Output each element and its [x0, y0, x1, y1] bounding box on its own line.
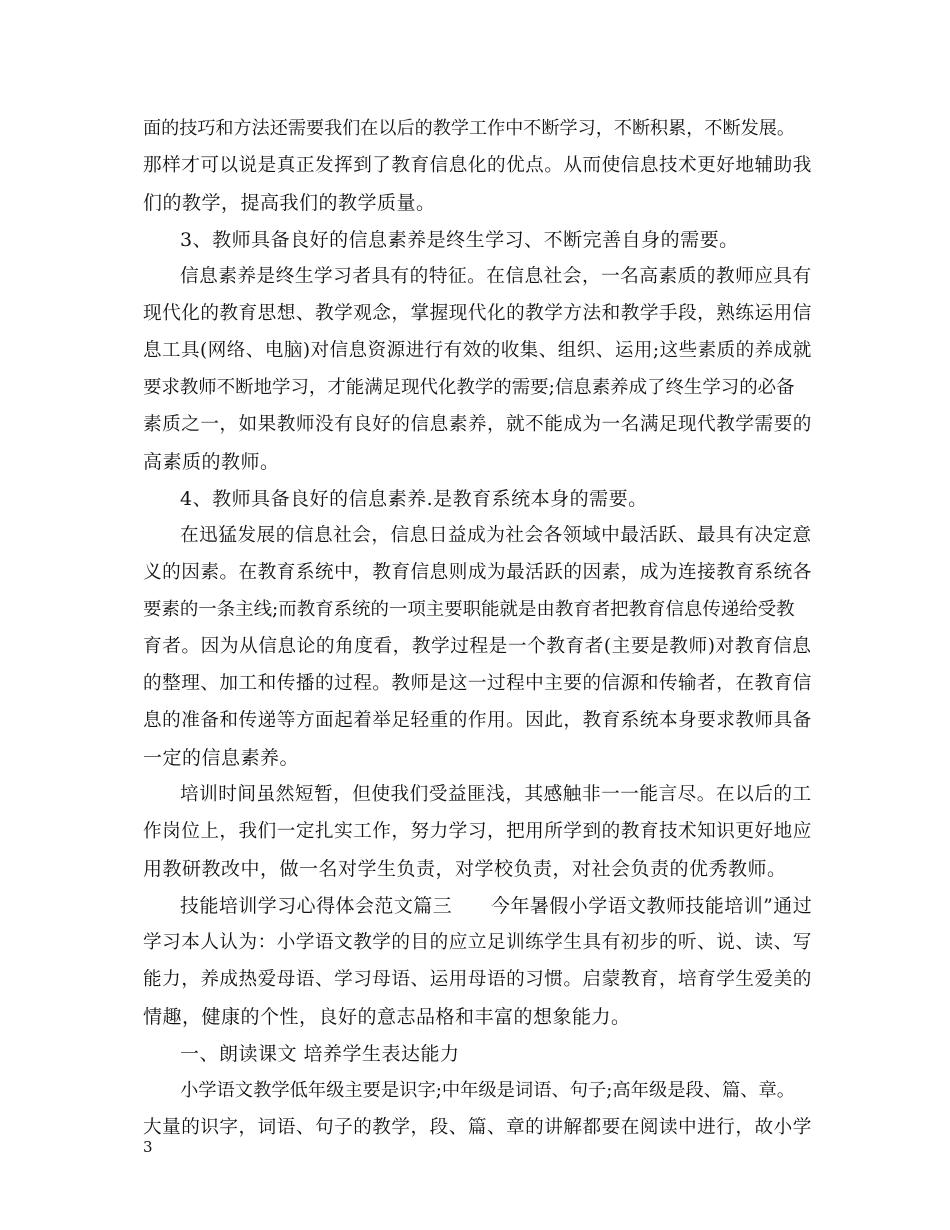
text-line: 小学语文教学低年级主要是识字;中年级是词语、句子;高年级是段、篇、章。	[180, 1080, 796, 1101]
text-line: 情趣，健康的个性，良好的意志品格和丰富的想象能力。	[143, 1006, 631, 1028]
text-line: 面的技巧和方法还需要我们在以后的教学工作中不断学习，不断积累，不断发展。	[143, 118, 795, 139]
text-line: 用教研教改中，做一名对学生负责，对学校负责，对社会负责的优秀教师。	[143, 858, 787, 880]
text-line: 息工具(网络、电脑)对信息资源进行有效的收集、组织、运用;这些素质的养成就	[143, 340, 812, 361]
text-line: 培训时间虽然短暂，但使我们受益匪浅，其感触非一一能言尽。在以后的工	[180, 784, 812, 805]
text-line: 要素的一条主线;而教育系统的一项主要职能就是由教育者把教育信息传递给受教	[143, 599, 795, 620]
text-line: 作岗位上，我们一定扎实工作，努力学习，把用所学到的教育技术知识更好地应	[143, 821, 812, 842]
text-line: 现代化的教育思想、教学观念，掌握现代化的教学方法和教学手段，熟练运用信	[143, 303, 812, 324]
text-line: 信息素养是终生学习者具有的特征。在信息社会，一名高素质的教师应具有	[180, 266, 812, 287]
text-line: 技能培训学习心得体会范文篇三 今年暑假小学语文教师技能培训”通过	[180, 895, 813, 917]
text-line: 高素质的教师。	[143, 451, 280, 473]
text-line: 素质之一，如果教师没有良好的信息素养，就不能成为一名满足现代教学需要的	[143, 414, 812, 435]
text-line: 育者。因为从信息论的角度看，教学过程是一个教育者(主要是教师)对教育信息	[143, 636, 812, 657]
page-number: 3	[143, 1138, 153, 1156]
text-line: 在迅猛发展的信息社会，信息日益成为社会各领域中最活跃、最具有决定意	[180, 525, 812, 546]
text-line: 要求教师不断地学习，才能满足现代化教学的需要;信息素养成了终生学习的必备	[143, 377, 795, 398]
text-line: 们的教学，提高我们的教学质量。	[143, 192, 436, 214]
text-line: 的整理、加工和传播的过程。教师是这一过程中主要的信源和传输者，在教育信	[143, 673, 812, 694]
text-line: 一定的信息素养。	[143, 747, 300, 769]
text-line: 义的因素。在教育系统中，教育信息则成为最活跃的因素，成为连接教育系统各	[143, 562, 812, 583]
section-heading: 4、教师具备良好的信息素养.是教育系统本身的需要。	[180, 488, 648, 510]
text-line: 能力，养成热爱母语、学习母语、运用母语的习惯。启蒙教育，培育学生爱美的	[143, 969, 812, 990]
text-line: 学习本人认为：小学语文教学的目的应立足训练学生具有初步的听、说、读、写	[143, 932, 812, 953]
text-line: 大量的识字，词语、句子的教学，段、篇、章的讲解都要在阅读中进行，故小学	[143, 1117, 812, 1138]
section-heading: 3、教师具备良好的信息素养是终生学习、不断完善自身的需要。	[180, 229, 739, 251]
text-line: 息的准备和传递等方面起着举足轻重的作用。因此，教育系统本身要求教师具备	[143, 710, 812, 731]
section-heading: 一、朗读课文 培养学生表达能力	[180, 1043, 460, 1065]
text-line: 那样才可以说是真正发挥到了教育信息化的优点。从而使信息技术更好地辅助我	[143, 155, 812, 176]
